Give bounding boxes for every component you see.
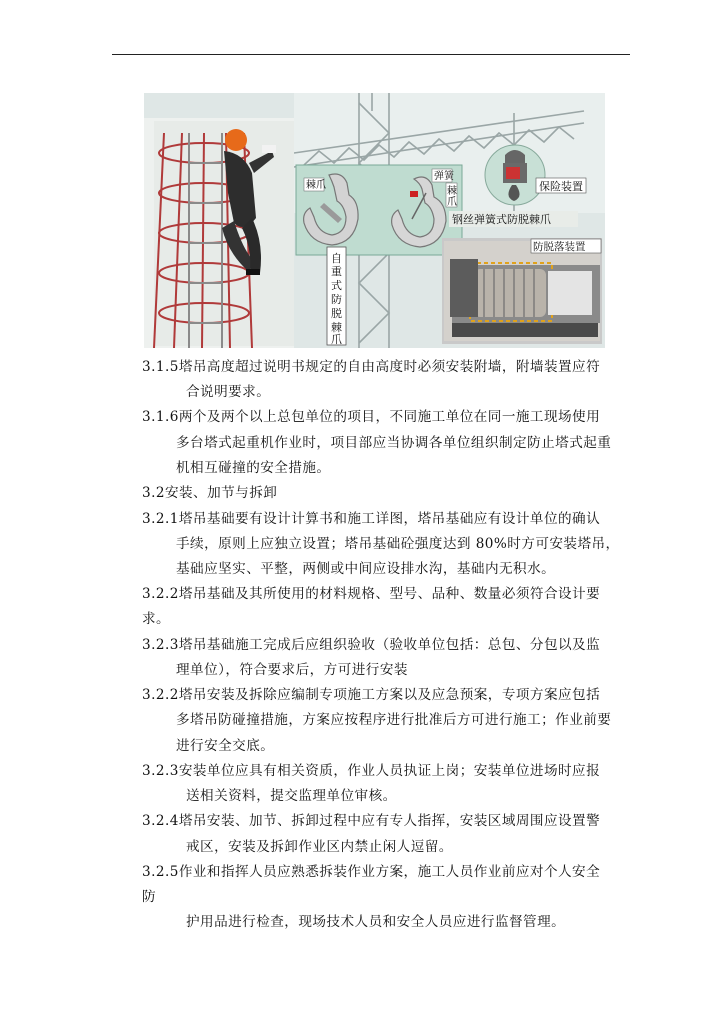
pawl-label-right-bottom: 爪 [447, 197, 457, 208]
paragraph-line: 3.2.3塔吊基础施工完成后应组织验收（验收单位包括：总包、分包以及监 [142, 637, 601, 653]
paragraph-line: 进行安全交底。 [176, 738, 275, 754]
paragraph-line: 3.2.2塔吊安装及拆除应编制专项施工方案以及应急预案，专项方案应包括 [142, 687, 601, 703]
self-weight-char-4: 防 [331, 293, 342, 306]
anti-fall-device-illustration [442, 238, 602, 344]
paragraph-line: 防 [142, 889, 157, 905]
paragraph-line: 机相互碰撞的安全措施。 [176, 460, 331, 476]
self-weight-char-1: 自 [331, 252, 342, 265]
pawl-label-right-top: 棘 [447, 186, 457, 197]
wire-spring-pawl-label: 钢丝弹簧式防脱棘爪 [452, 213, 551, 226]
section-heading: 3.2安装、加节与拆卸 [142, 485, 278, 501]
paragraph-line: 3.2.2塔吊基础及其所使用的材料规格、型号、品种、数量必须符合设计要 [142, 586, 601, 602]
self-weight-char-5: 脱 [331, 307, 342, 320]
paragraph-line: 多塔吊防碰撞措施，方案应按程序进行批准后方可进行施工；作业前要 [176, 712, 612, 728]
self-weight-char-7: 爪 [331, 333, 342, 346]
safety-devices-figure [144, 93, 605, 348]
paragraph-line: 3.1.5塔吊高度超过说明书规定的自由高度时必须安装附墙，附墙装置应符 [142, 359, 601, 375]
paragraph-line: 3.2.5作业和指挥人员应熟悉拆装作业方案，施工人员作业前应对个人安全 [142, 864, 601, 880]
paragraph-line: 理单位），符合要求后，方可进行安装 [176, 662, 408, 678]
paragraph-line: 基础应坚实、平整，两侧或中间应设排水沟，基础内无积水。 [176, 561, 556, 577]
worker-on-ladder-illustration [144, 118, 294, 348]
paragraph-line: 3.2.1塔吊基础要有设计计算书和施工详图，塔吊基础应有设计单位的确认 [142, 511, 601, 527]
paragraph-line: 3.2.3安装单位应具有相关资质，作业人员执证上岗；安装单位进场时应报 [142, 763, 601, 779]
insurance-device-label: 保险装置 [539, 180, 583, 193]
self-weight-char-2: 重 [331, 265, 342, 278]
paragraph-line: 3.2.4塔吊安装、加节、拆卸过程中应有专人指挥，安装区域周围应设置警 [142, 813, 601, 829]
paragraph-line: 戒区，安装及拆卸作业区内禁止闲人逗留。 [186, 839, 453, 855]
self-weight-char-6: 棘 [331, 321, 342, 334]
paragraph-line: 护用品进行检查，现场技术人员和安全人员应进行监督管理。 [186, 914, 566, 930]
spring-label: 弹簧 [434, 171, 454, 182]
paragraph-line: 手续，原则上应独立设置；塔吊基础砼强度达到 80%时方可安装塔吊， [176, 536, 620, 552]
paragraph-line: 送相关资料，提交监理单位审核。 [186, 788, 397, 804]
paragraph-line: 求。 [142, 611, 171, 627]
paragraph-line: 多台塔式起重机作业时，项目部应当协调各单位组织制定防止塔式起重 [176, 435, 612, 451]
anti-fall-device-label: 防脱落装置 [533, 241, 586, 253]
self-weight-char-3: 式 [331, 279, 342, 292]
pawl-label-left: 棘爪 [306, 180, 326, 191]
paragraph-line: 合说明要求。 [186, 384, 271, 400]
insurance-device-illustration [485, 145, 545, 205]
paragraph-line: 3.1.6两个及两个以上总包单位的项目，不同施工单位在同一施工现场使用 [142, 409, 601, 425]
header-rule [112, 54, 630, 55]
